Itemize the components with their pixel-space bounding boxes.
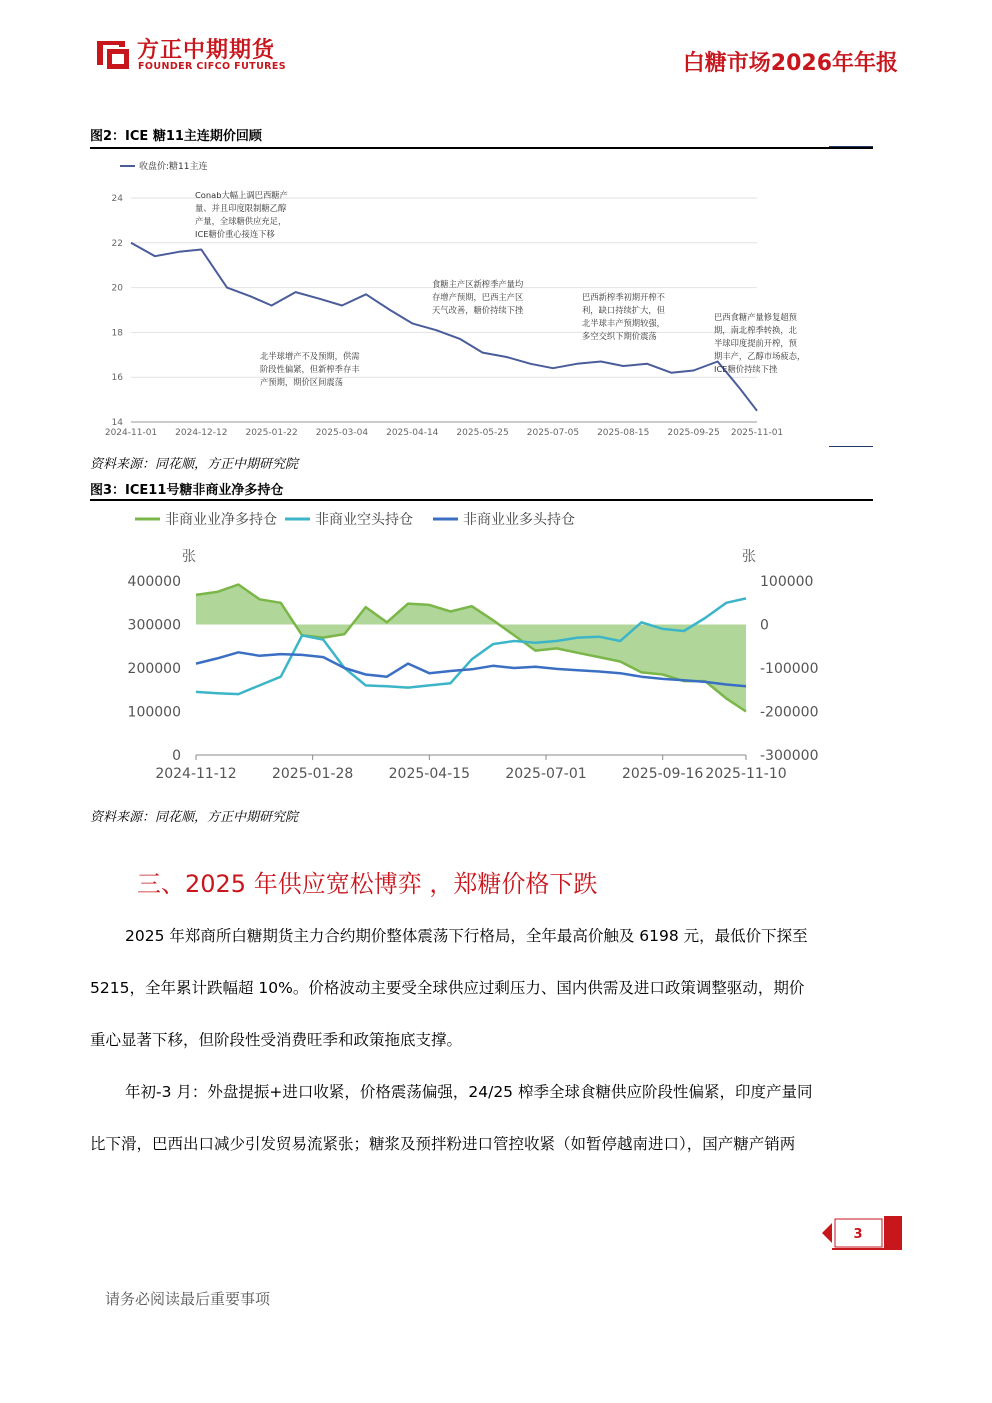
figure2-annotation-2: 北半球增产不及预期，供需阶段性偏紧，但新榨季存丰产预期，期价区间震荡 (260, 351, 360, 387)
figure2-x-tick: 2025-09-25 (667, 428, 720, 438)
figure2-top-rule (90, 147, 873, 149)
figure3-right-y-tick: -200000 (760, 704, 819, 721)
figure3-right-y-tick: -100000 (760, 661, 819, 677)
figure2-annotation-4: 巴西新榨季初期开榨不利，缺口持续扩大，但北半球丰产预期较强，多空交织下期价震荡 (582, 292, 665, 341)
figure2-x-tick: 2025-08-15 (597, 428, 650, 438)
figure3-top-rule (90, 499, 873, 501)
paragraph-2 (90, 1066, 895, 1170)
figure2-annotation-3: 食糖主产区新榨季产量均存增产预期，巴西主产区天气改善，糖价持续下挫 (432, 279, 524, 315)
figure3-x-tick: 2025-01-28 (271, 766, 354, 782)
figure3-left-y-ticks (128, 574, 181, 764)
figure3-x-tick: 2025-07-01 (505, 766, 587, 782)
figure3-x-tick: 2025-04-15 (388, 766, 471, 782)
figure2-rule-accent (829, 146, 873, 147)
logo-mark-icon (95, 35, 131, 71)
paragraph-2-line-1: 年初-3 月：外盘提振+进口收紧，价格震荡偏强，24/25 榨季全球食糖供应阶段性偏紧，印度产量同 (125, 1083, 813, 1101)
figure2-source: 资料来源：同花顺，方正中期研究院 (90, 457, 299, 472)
figure2-x-tick: 2025-03-04 (315, 428, 369, 438)
figure2-x-tick: 2025-07-05 (526, 428, 580, 438)
figure2-chart (95, 150, 840, 445)
figure3-left-y-tick: 300000 (127, 617, 181, 634)
figure3-source: 资料来源：同花顺，方正中期研究院 (90, 810, 299, 825)
figure2-y-tick: 18 (111, 328, 123, 339)
page-number-badge (822, 1216, 902, 1250)
figure2-legend (120, 160, 208, 172)
figure3-right-y-tick: 100000 (760, 574, 814, 590)
figure2-y-tick: 24 (111, 194, 123, 204)
figure3-right-y-tick: 0 (760, 617, 769, 634)
paragraph-1-line-2: 5215，全年累计跌幅超 10%。价格波动主要受全球供应过剩压力、国内供需及进口政策调整驱动，期价 (90, 979, 805, 997)
figure3-x-tick: 2025-11-10 (705, 766, 787, 782)
company-logo (95, 35, 335, 77)
figure3-right-unit: 张 (742, 549, 756, 565)
figure3-left-y-tick: 0 (172, 748, 181, 764)
figure2-x-ticks (105, 428, 783, 438)
figure3-chart (90, 502, 873, 792)
figure2-title: 图2：ICE 糖11主连期价回顾 (90, 129, 262, 144)
section-heading: 三、2025 年供应宽松博弈 ，郑糖价格下跌 (137, 870, 598, 898)
figure2-y-ticks (112, 194, 124, 428)
figure3-legend (135, 511, 575, 528)
figure2-x-tick: 2024-12-12 (175, 428, 228, 438)
figure3-legend-label: 非商业业净多持仓 (165, 512, 277, 528)
figure2-y-tick: 22 (111, 238, 123, 249)
figure2-x-tick: 2024-11-01 (104, 428, 158, 438)
figure3-legend-label: 非商业业多头持仓 (463, 512, 575, 528)
figure2-y-tick: 20 (111, 283, 123, 294)
figure2-annotation-5: 巴西食糖产量修复超预期，南北榨季转换，北半球印度提前开榨，预期丰产，乙醇市场疲态， ICE糖价持续下挫 (714, 312, 806, 374)
figure2-annotations (195, 190, 805, 388)
paragraph-1-line-3: 重心显著下移，但阶段性受消费旺季和政策拖底支撑。 (90, 1031, 463, 1049)
figure2-x-tick: 2025-11-01 (730, 428, 784, 438)
logo-chinese-name: 方正中期期货 (137, 38, 276, 63)
figure2-bottom-accent (829, 446, 873, 447)
figure3-x-tick: 2024-11-12 (155, 766, 237, 782)
figure3-left-y-tick: 200000 (127, 661, 181, 677)
figure3-x-tick: 2025-09-16 (621, 766, 704, 782)
figure3-left-y-tick: 400000 (127, 574, 181, 590)
figure3-left-unit: 张 (182, 549, 196, 565)
logo-english-name: FOUNDER CIFCO FUTURES (138, 61, 287, 72)
page-number: 3 (853, 1227, 863, 1242)
figure2-y-tick: 16 (111, 373, 123, 384)
figure2-legend-label: 收盘价:糖11主连 (139, 162, 208, 172)
figure3-x-ticks (155, 755, 786, 782)
paragraph-1 (90, 910, 895, 1066)
paragraph-2-line-2: 比下滑，巴西出口减少引发贸易流紧张；糖浆及预拌粉进口管控收紧（如暂停越南进口），国产糖产销两 (90, 1135, 796, 1153)
paragraph-1-line-1: 2025 年郑商所白糖期货主力合约期价整体震荡下行格局，全年最高价触及 6198 元，最低价下探至 (125, 927, 808, 945)
figure2-x-tick: 2025-04-14 (386, 428, 439, 438)
figure3-legend-label: 非商业空头持仓 (315, 512, 413, 528)
report-title: 白糖市场2026年年报 (682, 51, 898, 76)
figure2-annotation-1: Conab大幅上调巴西糖产量、并且印度限制糖乙醇产量，全球糖供应充足， ICE糖价重心接连下移 (195, 190, 288, 239)
figure2-x-tick: 2025-05-25 (456, 428, 509, 438)
figure3-left-y-tick: 100000 (127, 704, 181, 721)
figure2-y-tick: 14 (111, 418, 123, 428)
figure3-right-y-tick: -300000 (760, 748, 819, 764)
figure3-title: 图3：ICE11号糖非商业净多持仓 (90, 483, 284, 498)
figure3-right-y-ticks (760, 574, 819, 764)
figure2-x-tick: 2025-01-22 (245, 428, 298, 438)
footer-disclaimer: 请务必阅读最后重要事项 (105, 1290, 271, 1308)
